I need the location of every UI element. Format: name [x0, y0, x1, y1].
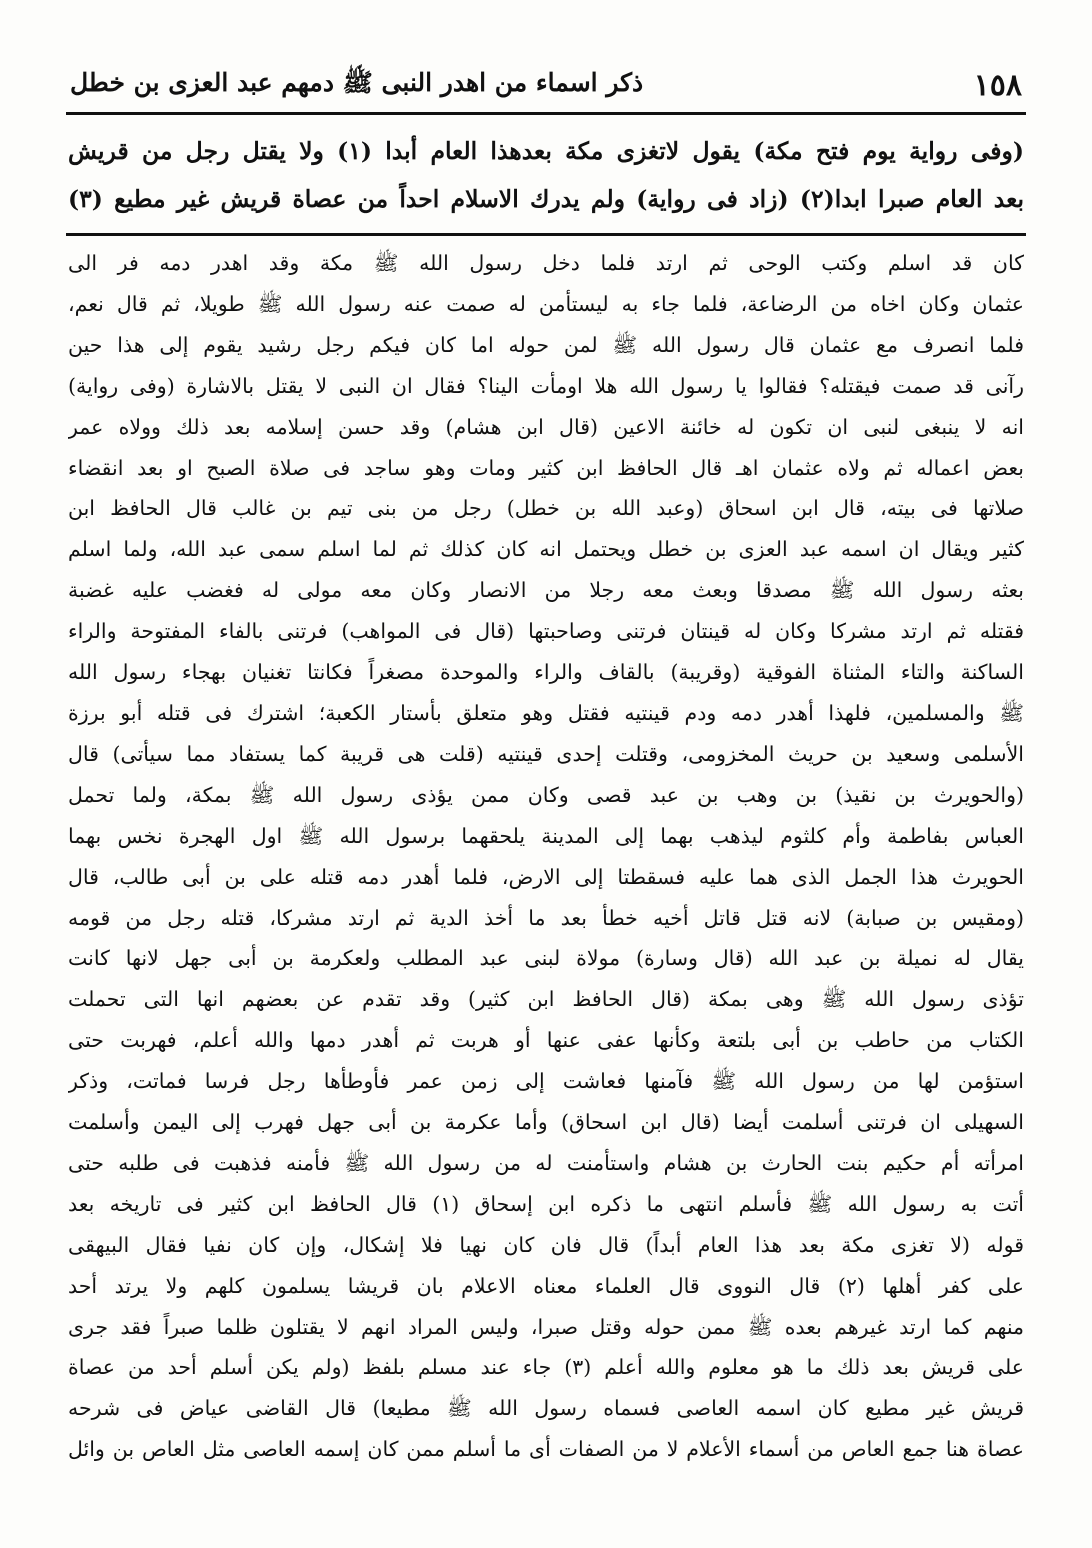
- commentary-line: بعثه رسول الله ﷺ مصدقا وبعث معه رجلا من الانصار وكان معه مولى له فغضب عليه غضبة: [68, 578, 1024, 603]
- commentary-line: عثمان وكان اخاه من الرضاعة، فلما جاء به ليستأمن له صمت عنه رسول الله ﷺ طويلا، ثم قال نعم،: [68, 291, 1024, 316]
- commentary-line: رآنى قد صمت فيقتله؟ فقالوا يا رسول الله هلا اومأت الينا؟ فقال ان النبى لا يقتل بالاشارة (وفى رواية): [68, 373, 1024, 398]
- commentary-line: قريش غير مطيع كان اسمه العاصى فسماه رسول الله ﷺ مطيعا) قال القاضى عياض فى شرحه: [68, 1396, 1024, 1421]
- commentary-line: بعض اعماله ثم ولاه عثمان اهـ قال الحافظ ابن كثير ومات وهو ساجد فى صلاة الصبح او بعد انقضاء: [68, 455, 1024, 480]
- commentary-line: صلاتها فى بيته، قال ابن اسحاق (وعبد الله بن خطل) رجل من بنى تيم بن غالب قال الحافظ ابن: [68, 496, 1024, 521]
- hadith-line: (وفى رواية يوم فتح مكة) يقول لاتغزى مكة بعدهذا العام أبدا (١) ولا يقتل رجل من قريش: [68, 137, 1024, 165]
- page-header: [70, 62, 1022, 108]
- commentary-text-block: [68, 243, 1024, 1513]
- commentary-line: الحويرث هذا الجمل الذى هما عليه فسقطتا إلى الارض، فلما أهدر دمه قتله على بن أبى طالب، قال: [68, 864, 1024, 889]
- commentary-line: قوله (لا تغزى مكة بعد هذا العام أبداً) قال فان كان نهيا فلا إشكال، وإن كان نفيا فقال البيهقى: [68, 1232, 1024, 1257]
- commentary-line: تؤذى رسول الله ﷺ وهى بمكة (قال الحافظ ابن كثير) وقد تقدم عن بعضهم انها التى تحملت: [68, 987, 1024, 1012]
- page-number: ١٥٨: [973, 67, 1022, 103]
- running-title: ذكر اسماء من اهدر النبى ﷺ دمهم عبد العزى بن خطل: [70, 67, 644, 97]
- commentary-line: العباس بفاطمة وأم كلثوم ليذهب بهما إلى المدينة يلحقهما برسول الله ﷺ اول الهجرة نخس بهما: [68, 823, 1024, 848]
- commentary-line: كان قد اسلم وكتب الوحى ثم ارتد فلما دخل رسول الله ﷺ مكة وقد اهدر دمه فر الى: [68, 251, 1024, 275]
- hadith-text-block: [68, 127, 1024, 225]
- commentary-line: الأسلمى وسعيد بن حريث المخزومى، وقتلت إحدى قينتيه (قلت هى قريبة كما يستفاد مما سيأتى) قال: [68, 741, 1024, 766]
- commentary-divider: [66, 233, 1026, 236]
- commentary-line: السهيلى ان فرتنى أسلمت أيضا (قال ابن اسحاق) وأما عكرمة بن أبى جهل فهرب إلى اليمن وأسلمت: [68, 1110, 1024, 1135]
- commentary-line: امرأته أم حكيم بنت الحارث بن هشام واستأمنت له من رسول الله ﷺ فأمنه فذهبت فى طلبه حتى: [68, 1150, 1024, 1175]
- commentary-line: فقتله ثم ارتد مشركا وكان له قينتان فرتنى وصاحبتها (قال فى المواهب) فرتنى بالفاء المفتوحة والراء: [68, 619, 1024, 644]
- header-divider: [66, 112, 1026, 115]
- commentary-line: على كفر أهلها (٢) قال النووى قال العلماء معناه الاعلام بان قريشا يسلمون كلهم ولا يرتد أحد: [68, 1273, 1024, 1298]
- commentary-line: ﷺ والمسلمين، فلهذا أهدر دمه ودم قينتيه فقتل وهو متعلق بأستار الكعبة؛ اشترك فى قتله أبو برزة: [68, 700, 1024, 725]
- commentary-line: الكتاب من حاطب بن أبى بلتعة وكأنها عفى عنها أو هربت ثم أهدر دمها والله أعلم، فهربت حتى: [68, 1028, 1024, 1053]
- commentary-line: استؤمن لها من رسول الله ﷺ فآمنها فعاشت إلى زمن عمر فأوطأها رجل فرسا فماتت، وذكر: [68, 1069, 1024, 1094]
- commentary-line: انه لا ينبغى لنبى ان تكون له خائنة الاعين (قال ابن هشام) وقد حسن إسلامه بعد ذلك وولاه عمر: [68, 414, 1024, 439]
- commentary-line: يقال له نميلة بن عبد الله (قال وسارة) مولاة لبنى عبد المطلب ولعكرمة بن أبى جهل لانها كانت: [68, 946, 1024, 971]
- commentary-line: عصاة هنا جمع العاص من أسماء الأعلام لا من الصفات أى ما أسلم ممن كان إسمه العاصى مثل العاص بن وائل: [68, 1437, 1024, 1462]
- commentary-line: منهم كما ارتد غيرهم بعده ﷺ ممن حوله وقتل صبرا، وليس المراد انهم لا يقتلون ظلما صبراً فقد جرى: [68, 1314, 1024, 1339]
- commentary-line: (والحويرث بن نقيذ) بن وهب بن عبد قصى وكان ممن يؤذى رسول الله ﷺ بمكة، ولما تحمل: [68, 782, 1024, 807]
- commentary-line: كثير ويقال ان اسمه عبد العزى بن خطل ويحتمل انه كان كذلك ثم لما اسلم سمى عبد الله، ولما اسلم: [68, 537, 1024, 562]
- commentary-line: فلما انصرف مع عثمان قال رسول الله ﷺ لمن حوله اما كان فيكم رجل رشيد يقوم إلى هذا حين: [68, 332, 1024, 357]
- commentary-line: الساكنة والتاء المثناة الفوقية (وقريبة) بالقاف والراء والموحدة مصغراً فكانتا تغنيان بهجاء رسول الله: [68, 660, 1024, 685]
- commentary-line: على قريش بعد ذلك ما هو معلوم والله أعلم (٣) جاء عند مسلم بلفظ (ولم يكن أسلم أحد من عصاة: [68, 1355, 1024, 1380]
- hadith-line: بعد العام صبرا ابدا(٢) (زاد فى رواية) ولم يدرك الاسلام احداً من عصاة قريش غير مطيع (٣): [68, 185, 1024, 213]
- commentary-line: أتت به رسول الله ﷺ فأسلم انتهى ما ذكره ابن إسحاق (١) قال الحافظ ابن كثير فى تاريخه بعد: [68, 1191, 1024, 1216]
- commentary-line: (ومقيس بن صبابة) لانه قتل قاتل أخيه خطأ بعد ما أخذ الدية ثم ارتد مشركا، قتله رجل من قومه: [68, 905, 1024, 930]
